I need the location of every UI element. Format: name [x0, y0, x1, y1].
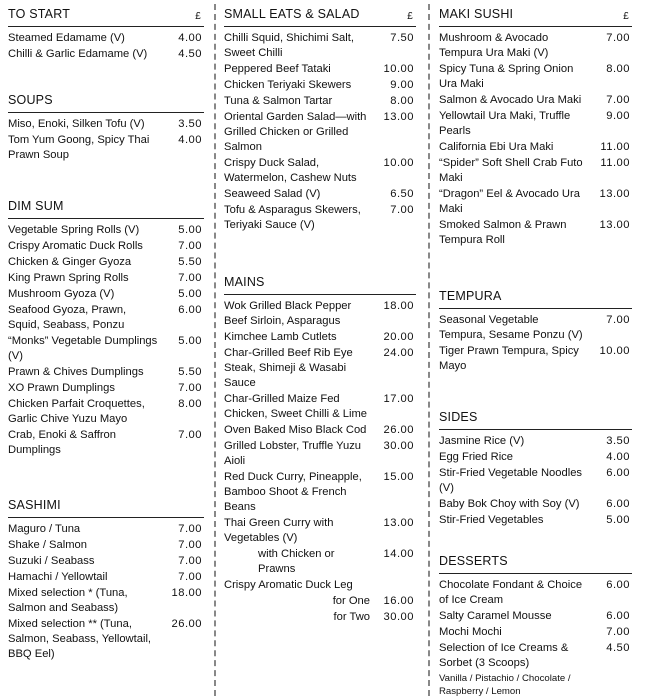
- section-heading: [8, 198, 204, 219]
- section-dim-sum: [8, 198, 204, 459]
- item-price: 5.00: [606, 514, 630, 526]
- menu-item: [224, 187, 416, 202]
- item-name: Kimchee Lamb Cutlets: [224, 331, 337, 343]
- item-price: 15.00: [383, 471, 414, 483]
- menu-item: [8, 255, 204, 270]
- menu-item: [439, 31, 632, 61]
- item-name: Char-Grilled Maize Fed Chicken, Sweet Chilli & Lime: [224, 393, 368, 420]
- item-price: 4.50: [178, 48, 202, 60]
- item-name: Chilli Squid, Shichimi Salt, Sweet Chilli: [224, 32, 354, 59]
- item-name: Miso, Enoki, Silken Tofu (V): [8, 118, 145, 130]
- item-price: 9.00: [390, 79, 414, 91]
- item-name: Wok Grilled Black Pepper Beef Sirloin, Asparagus: [224, 300, 352, 327]
- menu-item: [439, 313, 632, 343]
- item-name: Prawn & Chives Dumplings: [8, 366, 144, 378]
- item-name: Mushroom Gyoza (V): [8, 288, 115, 300]
- item-name: Egg Fried Rice: [439, 451, 513, 463]
- menu-item: [439, 466, 632, 496]
- menu-item-option: [224, 547, 416, 577]
- item-name: Oriental Garden Salad—with Grilled Chicken or Grilled Salmon: [224, 111, 367, 153]
- section-small-eats-salad: [224, 6, 416, 234]
- item-name: Spicy Tuna & Spring Onion Ura Maki: [439, 63, 574, 90]
- item-name: “Spider” Soft Shell Crab Futo Maki: [439, 157, 583, 184]
- item-price: 7.00: [178, 382, 202, 394]
- column-divider: [428, 4, 430, 696]
- item-name: Jasmine Rice (V): [439, 435, 525, 447]
- menu-item: [8, 397, 204, 427]
- item-price: 7.00: [606, 626, 630, 638]
- item-name: Salty Caramel Mousse: [439, 610, 552, 622]
- item-price: 7.00: [606, 32, 630, 44]
- item-name: Thai Green Curry with Vegetables (V): [224, 517, 334, 544]
- item-name: SASHIMI: [8, 498, 61, 512]
- menu-item: [8, 570, 204, 585]
- menu-item: [439, 109, 632, 139]
- item-name: Yellowtail Ura Maki, Truffle Pearls: [439, 110, 571, 137]
- item-name: Crab, Enoki & Saffron Dumplings: [8, 429, 116, 456]
- item-price: 7.00: [606, 94, 630, 106]
- item-price: 5.00: [178, 224, 202, 236]
- item-price: 4.00: [178, 134, 202, 146]
- menu-item: [439, 62, 632, 92]
- item-price: 5.50: [178, 366, 202, 378]
- item-name: Seafood Gyoza, Prawn, Squid, Seabass, Ponzu: [8, 304, 127, 331]
- item-name: Chocolate Fondant & Choice of Ice Cream: [439, 579, 583, 606]
- menu-item: [224, 346, 416, 391]
- item-name: SOUPS: [8, 93, 53, 107]
- item-name: DESSERTS: [439, 554, 508, 568]
- menu-item: [8, 381, 204, 396]
- menu-item-note: [439, 672, 632, 698]
- item-price: 13.00: [599, 219, 630, 231]
- menu-item: [8, 303, 204, 333]
- item-price: 26.00: [171, 618, 202, 630]
- item-price: 17.00: [383, 393, 414, 405]
- item-name: TO START: [8, 7, 71, 21]
- menu-item: [224, 156, 416, 186]
- item-name: Chilli & Garlic Edamame (V): [8, 48, 148, 60]
- item-name: Mochi Mochi: [439, 626, 502, 638]
- menu-item: [224, 94, 416, 109]
- item-price: 11.00: [600, 157, 630, 169]
- menu-column-left: [8, 0, 204, 700]
- menu-item: [8, 239, 204, 254]
- currency-symbol: £: [623, 11, 629, 22]
- item-price: 7.00: [178, 272, 202, 284]
- item-name: King Prawn Spring Rolls: [8, 272, 129, 284]
- currency-symbol: £: [195, 11, 201, 22]
- section-heading: [224, 6, 416, 27]
- menu-column-right: [439, 0, 632, 700]
- item-name: Baby Bok Choy with Soy (V): [439, 498, 580, 510]
- item-price: 10.00: [383, 157, 414, 169]
- item-name: Suzuki / Seabass: [8, 555, 95, 567]
- item-price: 8.00: [606, 63, 630, 75]
- item-price: 8.00: [390, 95, 414, 107]
- item-name: Crispy Aromatic Duck Leg: [224, 579, 353, 591]
- menu-item: [8, 117, 204, 132]
- item-name: Hamachi / Yellowtail: [8, 571, 108, 583]
- menu-item: [8, 271, 204, 286]
- item-price: 5.50: [178, 256, 202, 268]
- item-price: 3.50: [178, 118, 202, 130]
- section-sides: [439, 409, 632, 529]
- menu-item: [439, 218, 632, 248]
- menu-item: [8, 287, 204, 302]
- item-price: 7.50: [390, 32, 414, 44]
- item-price: 5.00: [178, 288, 202, 300]
- item-name: Selection of Ice Creams & Sorbet (3 Scoops): [439, 642, 569, 669]
- item-name: Shake / Salmon: [8, 539, 87, 551]
- item-price: 7.00: [178, 429, 202, 441]
- item-name: Char-Grilled Beef Rib Eye Steak, Shimeji & Wasabi Sauce: [224, 347, 353, 389]
- menu-item: [8, 586, 204, 616]
- item-name: XO Prawn Dumplings: [8, 382, 115, 394]
- item-name: Peppered Beef Tataki: [224, 63, 331, 75]
- item-name: “Monks” Vegetable Dumplings (V): [8, 335, 158, 362]
- item-price: 6.00: [606, 498, 630, 510]
- item-name: Crispy Duck Salad, Watermelon, Cashew Nuts: [224, 157, 357, 184]
- menu-item: [439, 93, 632, 108]
- item-name: Tofu & Asparagus Skewers, Teriyaki Sauce (V): [224, 204, 361, 231]
- menu-item: [224, 31, 416, 61]
- item-name: Seasonal Vegetable Tempura, Sesame Ponzu (V): [439, 314, 583, 341]
- menu-item: [439, 140, 632, 155]
- section-mains: [224, 274, 416, 626]
- menu-item: [224, 516, 416, 546]
- item-price: 9.00: [606, 110, 630, 122]
- item-price: 14.00: [383, 548, 414, 560]
- item-name: Chicken Teriyaki Skewers: [224, 79, 352, 91]
- item-name: Crispy Aromatic Duck Rolls: [8, 240, 143, 252]
- item-price: 18.00: [171, 587, 202, 599]
- item-price: 6.00: [606, 610, 630, 622]
- item-name: MAKI SUSHI: [439, 7, 514, 21]
- item-name: Vegetable Spring Rolls (V): [8, 224, 140, 236]
- item-name: Steamed Edamame (V): [8, 32, 125, 44]
- item-price: 6.00: [606, 467, 630, 479]
- item-price: 20.00: [383, 331, 414, 343]
- menu-item: [224, 203, 416, 233]
- menu-item: [8, 428, 204, 458]
- item-price: 7.00: [390, 204, 414, 216]
- section-heading: [439, 409, 632, 430]
- section-tempura: [439, 288, 632, 375]
- item-price: 24.00: [383, 347, 414, 359]
- menu-item: [224, 578, 416, 593]
- item-name: Maguro / Tuna: [8, 523, 81, 535]
- menu-item: [224, 62, 416, 77]
- item-name: TEMPURA: [439, 289, 502, 303]
- item-price: 7.00: [178, 555, 202, 567]
- menu-item: [224, 110, 416, 155]
- item-name: Oven Baked Miso Black Cod: [224, 424, 367, 436]
- item-name: Grilled Lobster, Truffle Yuzu Aioli: [224, 440, 362, 467]
- menu-item: [439, 497, 632, 512]
- item-name: for Two: [333, 611, 370, 623]
- item-price: 5.00: [178, 335, 202, 347]
- menu-item: [8, 554, 204, 569]
- item-price: 18.00: [383, 300, 414, 312]
- menu-item: [8, 133, 204, 163]
- item-name: Salmon & Avocado Ura Maki: [439, 94, 582, 106]
- item-price: 4.00: [606, 451, 630, 463]
- item-price: 7.00: [606, 314, 630, 326]
- menu-item: [8, 223, 204, 238]
- menu-item: [8, 365, 204, 380]
- menu-item: [8, 31, 204, 46]
- menu-item: [224, 330, 416, 345]
- item-price: 16.00: [383, 595, 414, 607]
- section-soups: [8, 92, 204, 164]
- item-name: Tom Yum Goong, Spicy Thai Prawn Soup: [8, 134, 150, 161]
- item-price: 30.00: [383, 440, 414, 452]
- section-heading: [8, 6, 204, 27]
- item-price: 10.00: [383, 63, 414, 75]
- item-price: 13.00: [383, 111, 414, 123]
- item-name: Seaweed Salad (V): [224, 188, 321, 200]
- item-price: 6.50: [390, 188, 414, 200]
- menu-item: [224, 470, 416, 515]
- menu-item: [439, 641, 632, 671]
- item-name: Red Duck Curry, Pineapple, Bamboo Shoot & French Beans: [224, 471, 362, 513]
- item-price: 7.00: [178, 240, 202, 252]
- item-price: 7.00: [178, 523, 202, 535]
- item-name: Chicken Parfait Croquettes, Garlic Chive Yuzu Mayo: [8, 398, 145, 425]
- item-price: 3.50: [606, 435, 630, 447]
- item-name: SMALL EATS & SALAD: [224, 7, 360, 21]
- item-name: Mixed selection * (Tuna, Salmon and Seabass): [8, 587, 128, 614]
- menu-item: [439, 578, 632, 608]
- menu-item: [439, 156, 632, 186]
- item-name: California Ebi Ura Maki: [439, 141, 554, 153]
- section-heading: [439, 553, 632, 574]
- menu-item: [8, 617, 204, 662]
- item-name: Smoked Salmon & Prawn Tempura Roll: [439, 219, 567, 246]
- item-name: SIDES: [439, 410, 478, 424]
- section-desserts: [439, 553, 632, 699]
- menu-item: [224, 299, 416, 329]
- menu-item: [224, 439, 416, 469]
- menu-item: [8, 538, 204, 553]
- section-heading: [8, 497, 204, 518]
- section-to-start: [8, 6, 204, 63]
- item-name: Stir-Fried Vegetables: [439, 514, 544, 526]
- item-name: Mushroom & Avocado Tempura Ura Maki (V): [439, 32, 549, 59]
- menu-column-middle: [224, 0, 416, 700]
- section-heading: [439, 6, 632, 27]
- item-name: MAINS: [224, 275, 265, 289]
- menu-item: [439, 344, 632, 374]
- section-maki-sushi: [439, 6, 632, 249]
- menu-item-option: [224, 610, 416, 625]
- menu-item: [439, 625, 632, 640]
- menu-item: [224, 392, 416, 422]
- item-name: for One: [332, 595, 370, 607]
- item-price: 7.00: [178, 571, 202, 583]
- item-price: 7.00: [178, 539, 202, 551]
- item-price: 8.00: [178, 398, 202, 410]
- menu-item: [439, 187, 632, 217]
- item-price: 13.00: [383, 517, 414, 529]
- menu-item: [8, 47, 204, 62]
- section-heading: [439, 288, 632, 309]
- item-name: Vanilla / Pistachio / Chocolate / Raspberry / Lemon: [439, 673, 571, 697]
- currency-symbol: £: [407, 11, 413, 22]
- section-heading: [8, 92, 204, 113]
- menu-item: [439, 513, 632, 528]
- item-price: 10.00: [599, 345, 630, 357]
- item-name: DIM SUM: [8, 199, 64, 213]
- section-sashimi: [8, 497, 204, 663]
- item-price: 4.50: [606, 642, 630, 654]
- menu-item: [439, 434, 632, 449]
- item-price: 6.00: [606, 579, 630, 591]
- menu-item: [224, 78, 416, 93]
- menu-item: [8, 334, 204, 364]
- item-name: Tuna & Salmon Tartar: [224, 95, 333, 107]
- item-price: 26.00: [383, 424, 414, 436]
- item-price: 11.00: [600, 141, 630, 153]
- item-price: 30.00: [383, 611, 414, 623]
- item-name: Chicken & Ginger Gyoza: [8, 256, 132, 268]
- menu-item: [8, 522, 204, 537]
- item-name: with Chicken or Prawns: [258, 548, 335, 575]
- menu-item: [439, 450, 632, 465]
- item-price: 6.00: [178, 304, 202, 316]
- item-name: Mixed selection ** (Tuna, Salmon, Seabass, Yellowtail, BBQ Eel): [8, 618, 152, 660]
- item-name: Tiger Prawn Tempura, Spicy Mayo: [439, 345, 579, 372]
- section-heading: [224, 274, 416, 295]
- menu-item: [439, 609, 632, 624]
- item-price: 4.00: [178, 32, 202, 44]
- menu-item: [224, 423, 416, 438]
- item-name: “Dragon” Eel & Avocado Ura Maki: [439, 188, 580, 215]
- item-price: 13.00: [599, 188, 630, 200]
- menu-item-option: [224, 594, 416, 609]
- item-name: Stir-Fried Vegetable Noodles (V): [439, 467, 583, 494]
- column-divider: [214, 4, 216, 696]
